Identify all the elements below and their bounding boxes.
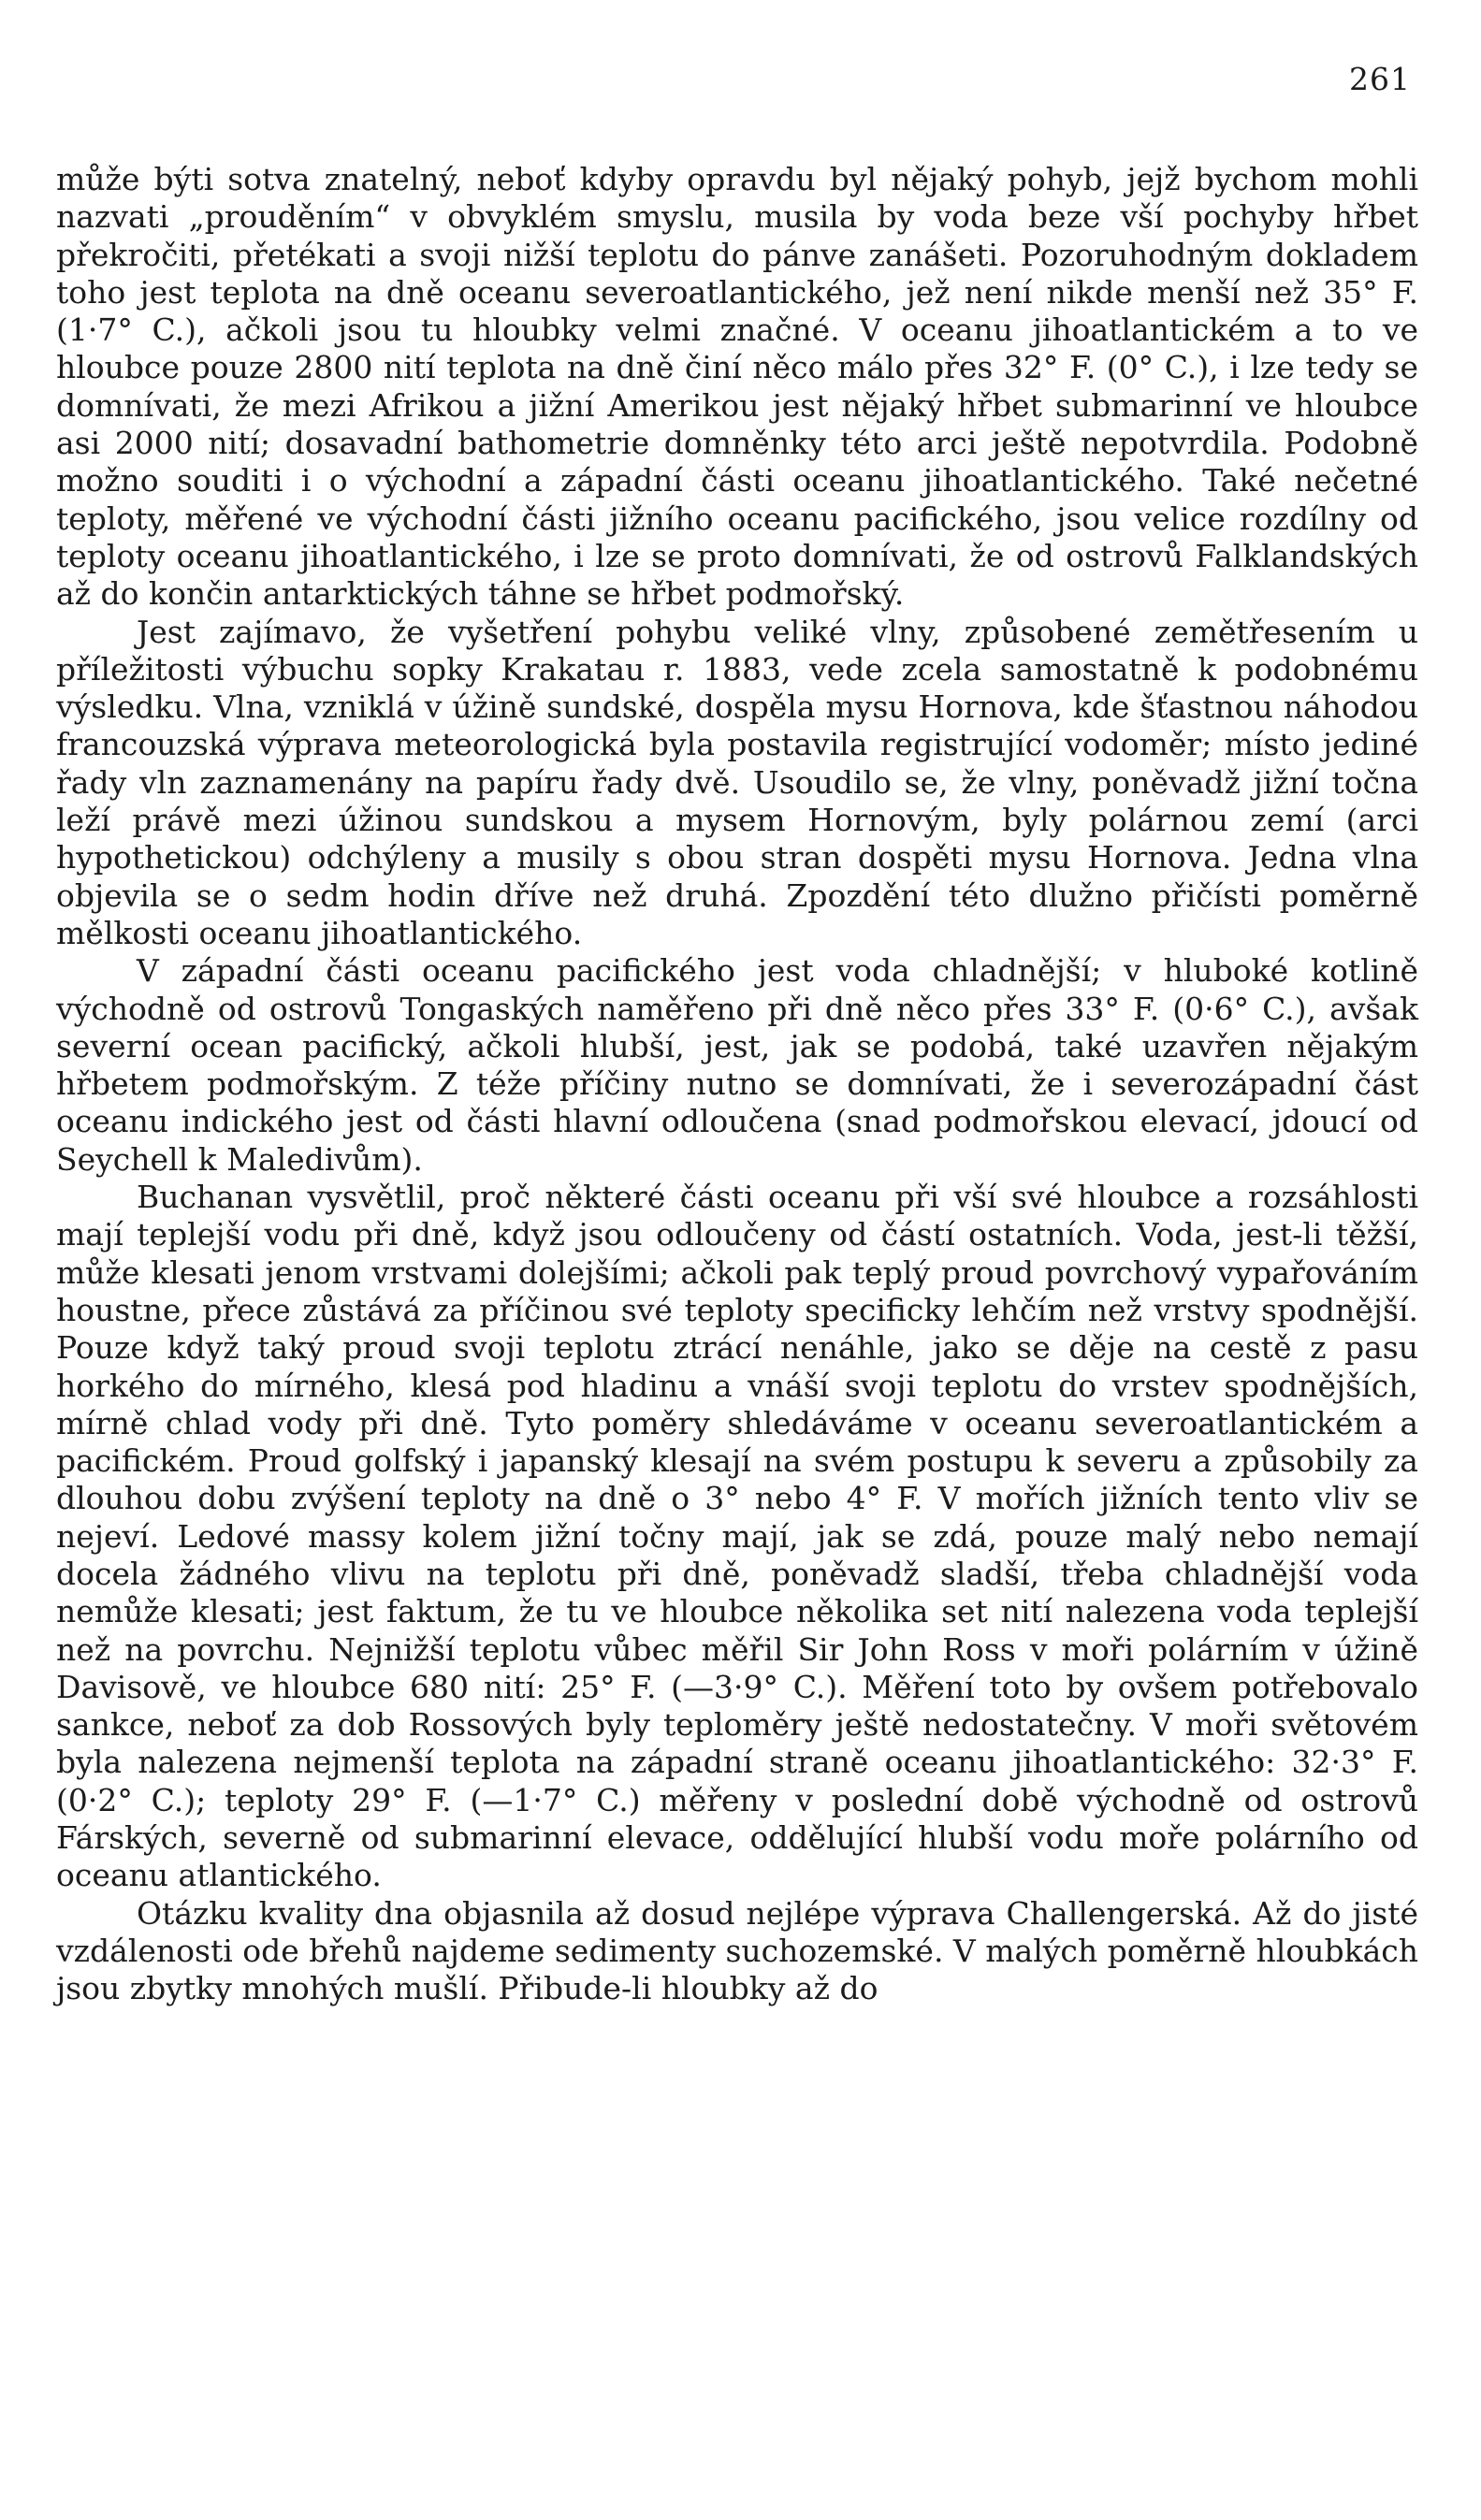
page-text xyxy=(56,161,1418,2008)
page-number: 261 xyxy=(1349,61,1411,97)
paragraph: Otázku kvality dna objasnila až dosud nejlépe výprava Challengerská. Až do jisté vzdálenosti ode břehů najdeme sedimenty suchozemské. V malých poměrně hloubkách jsou zbytky mnohých mušlí. Přibude-li hloubky až do xyxy=(56,1894,1418,2007)
paragraph: V západní části oceanu pacifického jest voda chladnější; v hluboké kotlině východně od ostrovů Tongaských naměřeno při dně něco přes 33° F. (0·6° C.), avšak severní ocean pacifický, ačkoli hlubší, jest, jak se podobá, také uzavřen nějakým hřbetem podmořským. Z téže příčiny nutno se domnívati, že i severozápadní část oceanu indického jest od části hlavní odloučena (snad podmořskou elevací, jdoucí od Seychell k Maledivům). xyxy=(56,952,1418,1178)
paragraph: může býti sotva znatelný, neboť kdyby opravdu byl nějaký pohyb, jejž bychom mohli nazvati „prouděním“ v obvyklém smyslu, musila by voda beze vší pochyby hřbet překročiti, přetékati a svoji nižší teplotu do pánve zanášeti. Pozoruhodným dokladem toho jest teplota na dně oceanu severoatlantického, jež není nikde menší než 35° F. (1·7° C.), ačkoli jsou tu hloubky velmi značné. V oceanu jihoatlantickém a to ve hloubce pouze 2800 nití teplota na dně činí něco málo přes 32° F. (0° C.), i lze tedy se domnívati, že mezi Afrikou a jižní Amerikou jest nějaký hřbet submarinní ve hloubce asi 2000 nití; dosavadní bathometrie domněnky této arci ještě nepotvrdila. Podobně možno souditi i o východní a západní části oceanu jihoatlantického. Také nečetné teploty, měřené ve východní části jižního oceanu pacifického, jsou velice rozdílny od teploty oceanu jihoatlantického, i lze se proto domnívati, že od ostrovů Falklandských až do končin antarktických táhne se hřbet podmořský. xyxy=(56,161,1418,613)
paragraph: Buchanan vysvětlil, proč některé části oceanu při vší své hloubce a rozsáhlosti mají teplejší vodu při dně, když jsou odloučeny od částí ostatních. Voda, jest-li těžší, může klesati jenom vrstvami dolejšími; ačkoli pak teplý proud povrchový vypařováním houstne, přece zůstává za příčinou své teploty specificky lehčím než vrstvy spodnější. Pouze když taký proud svoji teplotu ztrácí nenáhle, jako se děje na cestě z pasu horkého do mírného, klesá pod hladinu a vnáší svoji teplotu do vrstev spodnějších, mírně chlad vody při dně. Tyto poměry shledáváme v oceanu severoatlantickém a pacifickém. Proud golfský i japanský klesají na svém postupu k severu a způsobily za dlouhou dobu zvýšení teploty na dně o 3° nebo 4° F. V mořích jižních tento vliv se nejeví. Ledové massy kolem jižní točny mají, jak se zdá, pouze malý nebo nemají docela žádného vlivu na teplotu při dně, poněvadž sladší, třeba chladnější voda nemůže klesati; jest faktum, že tu ve hloubce několika set nití nalezena voda teplejší než na povrchu. Nejnižší teplotu vůbec měřil Sir John Ross v moři polárním v úžině Davisově, ve hloubce 680 nití: 25° F. (—3·9° C.). Měření toto by ovšem potřebovalo sankce, neboť za dob Rossových byly teploměry ještě nedostatečny. V moři světovém byla nalezena nejmenší teplota na západní straně oceanu jihoatlantického: 32·3° F. (0·2° C.); teploty 29° F. (—1·7° C.) měřeny v poslední době východně od ostrovů Fárských, severně od submarinní elevace, oddělující hlubší vodu moře polárního od oceanu atlantického. xyxy=(56,1179,1418,1894)
paragraph: Jest zajímavo, že vyšetření pohybu veliké vlny, způsobené zemětřesením u příležitosti výbuchu sopky Krakatau r. 1883, vede zcela samostatně k podobnému výsledku. Vlna, vzniklá v úžině sundské, dospěla mysu Hornova, kde šťastnou náhodou francouzská výprava meteorologická byla postavila registrující vodoměr; místo jediné řady vln zaznamenány na papíru řady dvě. Usoudilo se, že vlny, poněvadž jižní točna leží právě mezi úžinou sundskou a mysem Hornovým, byly polárnou zemí (arci hypothetickou) odchýleny a musily s obou stran dospěti mysu Hornova. Jedna vlna objevila se o sedm hodin dříve než druhá. Zpozdění této dlužno přičísti poměrně mělkosti oceanu jihoatlantického. xyxy=(56,613,1418,951)
